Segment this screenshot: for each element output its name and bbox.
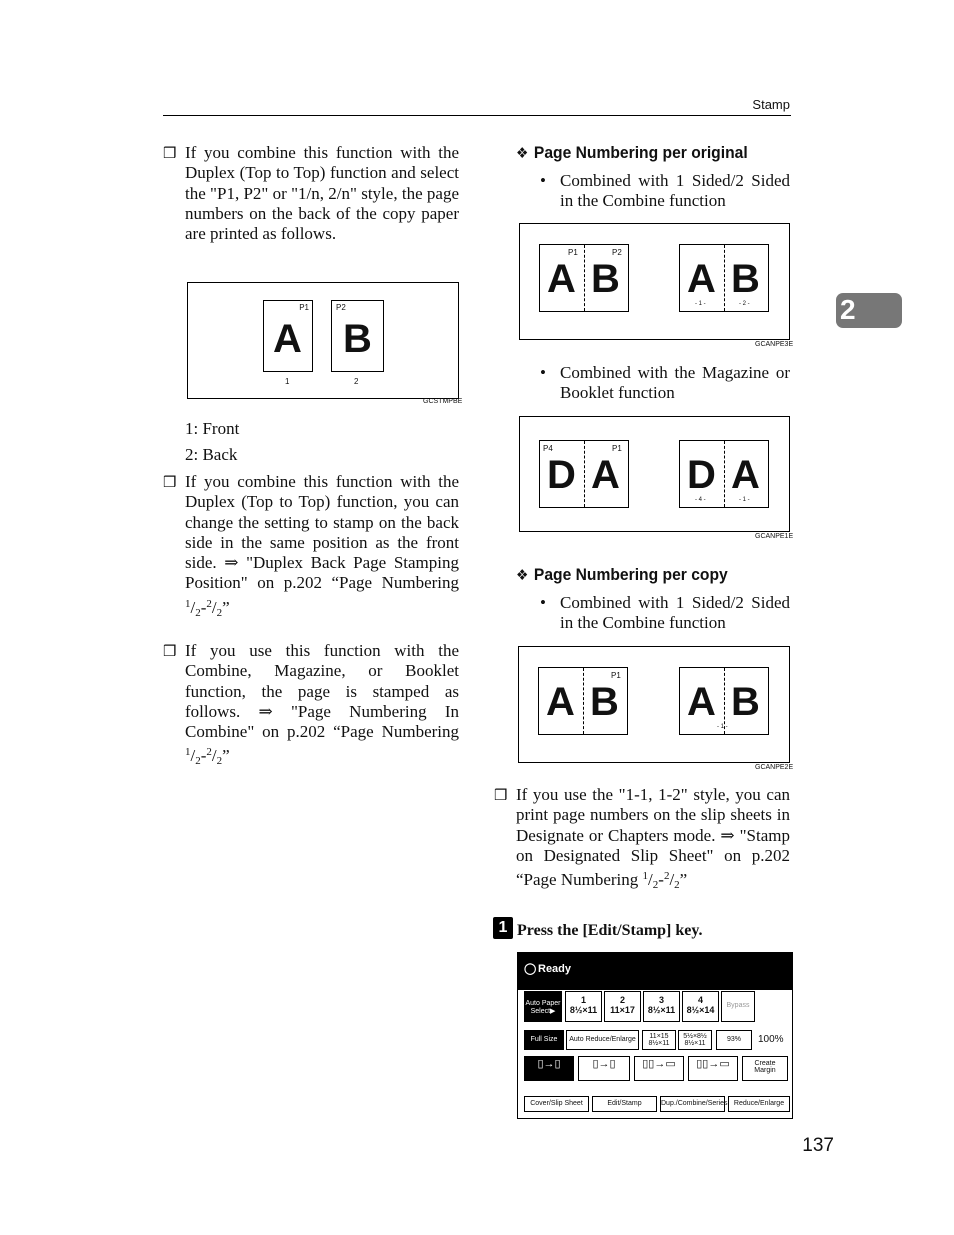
step-instruction: Press the [Edit/Stamp] key.: [517, 922, 703, 939]
status-text: Ready: [538, 963, 572, 975]
chapter-tab: [836, 293, 902, 328]
note-text: If you use this function with the Combine, Magazine, or Booklet function, the page is stamped as follows. ⇒ "Page Numbering In Combine" on p.202 “Page Numbering: [185, 641, 459, 742]
label-p1: P1: [611, 671, 621, 680]
legend-front: 1: Front: [185, 419, 240, 438]
figure-code: GCSTMPBE: [423, 398, 463, 405]
duplex-1-2-button[interactable]: [578, 1056, 630, 1081]
combine-2-button[interactable]: [688, 1056, 738, 1081]
status-bar: [518, 953, 792, 986]
note-text: If you combine this function with the Duplex (Top to Top) function, you can change the setting to stamp on the back side in the same position as the front side. ⇒ "Duplex Back Page Stamping Position" on p.202 “Page Numbering: [185, 472, 459, 593]
note-text: If you combine this function with the Duplex (Top to Top) function and select the "P1, P2" or "1/n, 2/n" style, the page numbers on the back of the copy paper are printed as follows.: [185, 143, 459, 244]
step-number-badge: 1: [493, 917, 513, 939]
letter-b: B: [591, 257, 620, 301]
label-p1: P1: [568, 248, 578, 257]
duplex-icon: ▯→▯: [537, 1058, 561, 1070]
heading-per-original: ❖ Page Numbering per original: [516, 143, 748, 162]
letter-d: D: [547, 453, 576, 497]
letter-b: B: [731, 680, 760, 724]
create-margin-button[interactable]: Create Margin: [742, 1056, 788, 1081]
letter-d: D: [687, 453, 716, 497]
tray-1-button[interactable]: 1 8½×11: [565, 991, 602, 1022]
stamp-1: - 1 -: [695, 301, 706, 307]
ratio-1-button[interactable]: 11×15 8½×11: [642, 1030, 676, 1050]
bullet-1sided-copy: • Combined with 1 Sided/2 Sided in the Combine function: [540, 593, 790, 633]
stamp-2: - 2 -: [739, 301, 750, 307]
zoom-readout: 100%: [758, 1034, 784, 1045]
auto-paper-select-button[interactable]: Auto Paper Select▶: [524, 991, 562, 1022]
note-slip-sheet: ❒ If you use the "1-1, 1-2" style, you can print page numbers on the slip sheets in Designate or Chapters mode. ⇒ "Stamp on Designated Slip Sheet" on p.202 “Page Numbering $^1/_2-^2/_2$”: [494, 785, 790, 892]
figure-code: GCANPE1E: [755, 533, 794, 540]
page-label-p1: P1: [299, 303, 309, 312]
header-rule: [163, 115, 791, 116]
stamp-1: - 1 -: [739, 497, 750, 503]
combine-icon: ▯▯→▭: [696, 1058, 730, 1070]
bullet-1sided-original: • Combined with 1 Sided/2 Sided in the Combine function: [540, 171, 790, 211]
diamond-bullet-icon: ❖: [516, 144, 529, 162]
label-p2: P2: [612, 248, 622, 257]
quote-close: ”: [222, 597, 230, 617]
chapter-number: 2: [840, 294, 856, 325]
note-duplex-style: [163, 143, 459, 244]
note-combine: ❒ If you use this function with the Combine, Magazine, or Booklet function, the page is stamped as follows. ⇒ "Page Numbering In Combine" on p.202 “Page Numbering $^1/_2-^2/_2$”: [163, 641, 459, 768]
figure-code: GCANPE3E: [755, 341, 794, 348]
stamp-1: - 1 -: [717, 724, 728, 730]
copier-screen: [517, 952, 793, 1119]
tab-edit-stamp[interactable]: Edit/Stamp: [592, 1096, 657, 1112]
tray-3-button[interactable]: 3 8½×11: [643, 991, 680, 1022]
figure-original-magazine: [519, 416, 790, 532]
tray-4-button[interactable]: 4 8½×14: [682, 991, 719, 1022]
sheet-left: [539, 244, 629, 312]
quote-close: ”: [222, 746, 230, 766]
letter-b: B: [731, 257, 760, 301]
letter-a: A: [687, 680, 716, 724]
page-number: 137: [802, 1135, 834, 1156]
ratio-2-button[interactable]: 5½×8½ 8½×11: [678, 1030, 712, 1050]
sheet-left: [539, 440, 629, 508]
letter-a: A: [273, 317, 302, 361]
figure-front-back: [187, 282, 459, 399]
page-label-p2: P2: [336, 303, 346, 312]
diamond-bullet-icon: ❖: [516, 566, 529, 584]
figure-code: GCANPE2E: [755, 764, 794, 771]
tray-2-button[interactable]: 2 11×17: [604, 991, 641, 1022]
duplex-1-1-button[interactable]: [524, 1056, 574, 1081]
letter-a: A: [687, 257, 716, 301]
label-p1: P1: [612, 444, 622, 453]
legend-back: 2: Back: [185, 445, 238, 464]
sheet-right: [679, 440, 769, 508]
quote-close: ”: [679, 870, 688, 890]
tab-reduce-enlarge[interactable]: Reduce/Enlarge: [728, 1096, 790, 1112]
combine-icon: ▯▯→▭: [642, 1058, 676, 1070]
checkbox-bullet-icon: ❒: [163, 473, 177, 491]
letter-b: B: [590, 680, 619, 724]
letter-a: A: [731, 453, 760, 497]
label-p4: P4: [543, 444, 553, 453]
letter-a: A: [546, 680, 575, 724]
figure-original-1sided: [519, 223, 790, 340]
tab-dup-combine-series[interactable]: Dup./Combine/Series: [660, 1096, 725, 1112]
tab-cover-slip-sheet[interactable]: Cover/Slip Sheet: [524, 1096, 589, 1112]
note-text: If you use the "1-1, 1-2" style, you can print page numbers on the slip sheets in Designate or Chapters mode. ⇒ "Stamp on Designated Slip Sheet" on p.202 “Page Numbering: [516, 785, 790, 890]
note-duplex-back: ❒ If you combine this function with the Duplex (Top to Top) function, you can change the setting to stamp on the back side in the same position as the front side. ⇒ "Duplex Back Page Stamping Position" on p.202 “Page Numbering $^1/_2-^2/_2$”: [163, 472, 459, 619]
caption-2: 2: [354, 377, 359, 386]
checkbox-bullet-icon: ❒: [494, 786, 508, 804]
combine-1-button[interactable]: [634, 1056, 684, 1081]
auto-reduce-enlarge-button[interactable]: Auto Reduce/Enlarge: [566, 1030, 639, 1050]
checkbox-bullet-icon: ❒: [163, 144, 177, 162]
letter-b: B: [343, 317, 372, 361]
header-section-title: Stamp: [752, 97, 790, 112]
page-back: [331, 300, 384, 372]
figure-copy-1sided: [518, 646, 790, 763]
ratio-3-button[interactable]: 93%: [716, 1030, 752, 1050]
page-front: [263, 300, 313, 372]
full-size-button[interactable]: Full Size: [524, 1030, 564, 1050]
bullet-magazine: • Combined with the Magazine or Booklet function: [540, 363, 790, 403]
bypass-button[interactable]: Bypass: [721, 991, 755, 1022]
sheet-right: [679, 244, 769, 312]
checkbox-bullet-icon: ❒: [163, 642, 177, 660]
stamp-4: - 4 -: [695, 497, 706, 503]
duplex-icon: ▯→▯: [592, 1058, 616, 1070]
sheet-left: [538, 667, 628, 735]
sheet-right: [679, 667, 769, 735]
ready-icon: ◯: [524, 963, 537, 975]
letter-a: A: [591, 453, 620, 497]
letter-a: A: [547, 257, 576, 301]
caption-1: 1: [285, 377, 290, 386]
heading-per-copy: ❖ Page Numbering per copy: [516, 565, 728, 584]
